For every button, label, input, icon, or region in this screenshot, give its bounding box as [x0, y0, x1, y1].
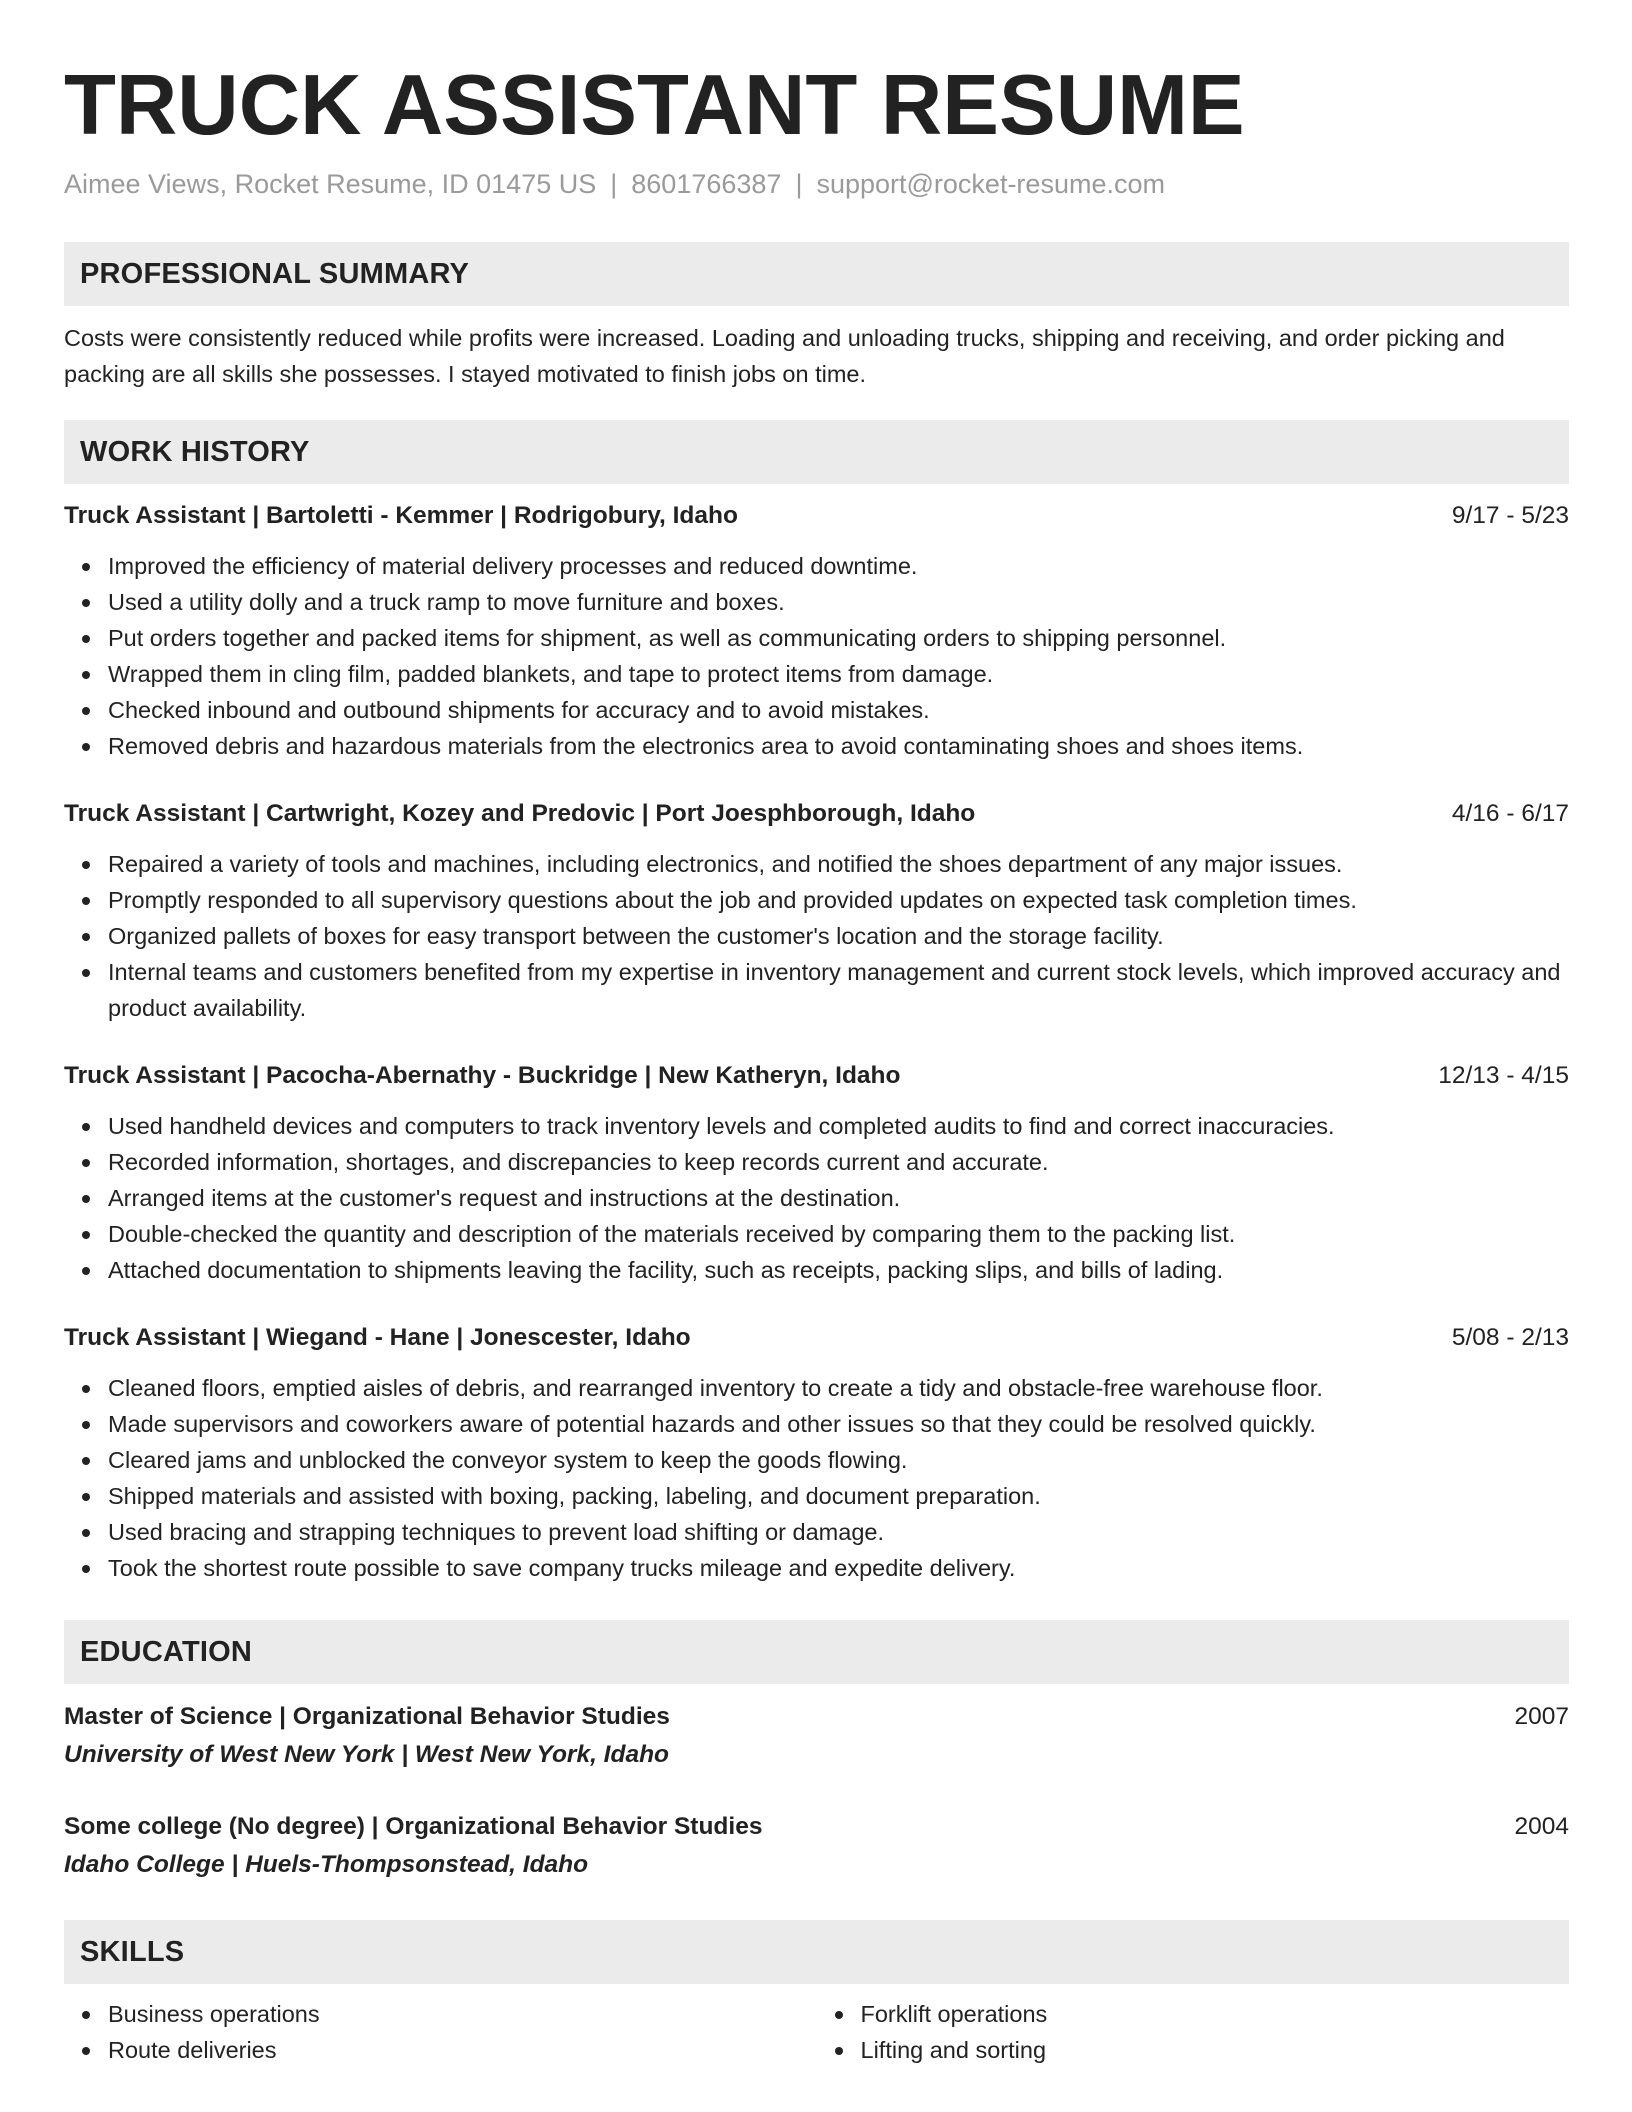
job-dates: 5/08 - 2/13: [1451, 1324, 1569, 1351]
section-heading-work-history: WORK HISTORY: [64, 420, 1569, 484]
skill-item: Forklift operations: [861, 1996, 1570, 2032]
skills-grid: [64, 1996, 1569, 2068]
job-bullet: Arranged items at the customer's request and instructions at the destination.: [108, 1180, 1569, 1216]
job-entry: [64, 498, 1569, 764]
education-degree: Master of Science | Organizational Behavior Studies: [64, 1703, 670, 1730]
skills-column-left: [64, 1996, 817, 2068]
job-title: Truck Assistant | Cartwright, Kozey and Predovic | Port Joesphborough, Idaho: [64, 800, 976, 827]
summary-text: Costs were consistently reduced while profits were increased. Loading and unloading trucks, shipping and receiving, and order picking and packing are all skills she possesses. I stayed motivated to finish jobs on time.: [64, 325, 1505, 387]
section-heading-summary: PROFESSIONAL SUMMARY: [64, 242, 1569, 306]
job-bullet: Made supervisors and coworkers aware of potential hazards and other issues so that they could be resolved quickly.: [108, 1406, 1569, 1442]
job-bullet: Internal teams and customers benefited from my expertise in inventory management and current stock levels, which improved accuracy and product availability.: [108, 954, 1569, 1026]
job-bullet: Cleared jams and unblocked the conveyor system to keep the goods flowing.: [108, 1442, 1569, 1478]
section-heading-skills: SKILLS: [64, 1920, 1569, 1984]
education-header: [64, 1808, 1569, 1846]
job-bullet-list: [64, 1108, 1569, 1288]
job-dates: 9/17 - 5/23: [1451, 502, 1569, 529]
job-bullet: Removed debris and hazardous materials from the electronics area to avoid contaminating shoes and shoes items.: [108, 728, 1569, 764]
skill-item: Route deliveries: [108, 2032, 817, 2068]
job-title: Truck Assistant | Pacocha-Abernathy - Buckridge | New Katheryn, Idaho: [64, 1062, 901, 1089]
section-heading-education: EDUCATION: [64, 1620, 1569, 1684]
job-title: Truck Assistant | Wiegand - Hane | Jonescester, Idaho: [64, 1324, 691, 1351]
job-bullet: Attached documentation to shipments leaving the facility, such as receipts, packing slips, and bills of lading.: [108, 1252, 1569, 1288]
education-header: [64, 1698, 1569, 1736]
contact-line: [64, 166, 1569, 202]
job-dates: 12/13 - 4/15: [1438, 1062, 1569, 1089]
job-entry: [64, 796, 1569, 1026]
job-header: [64, 796, 1569, 832]
contact-address: Aimee Views, Rocket Resume, ID 01475 US: [64, 169, 597, 199]
job-bullet: Checked inbound and outbound shipments for accuracy and to avoid mistakes.: [108, 692, 1569, 728]
job-bullet: Organized pallets of boxes for easy transport between the customer's location and the storage facility.: [108, 918, 1569, 954]
job-bullet: Used bracing and strapping techniques to prevent load shifting or damage.: [108, 1514, 1569, 1550]
contact-phone: 8601766387: [631, 169, 782, 199]
job-bullet: Took the shortest route possible to save company trucks mileage and expedite delivery.: [108, 1550, 1569, 1586]
job-bullet-list: [64, 1370, 1569, 1586]
skill-item: Business operations: [108, 1996, 817, 2032]
job-header: [64, 498, 1569, 534]
job-bullet-list: [64, 846, 1569, 1026]
job-bullet: Used handheld devices and computers to track inventory levels and completed audits to find and correct inaccuracies.: [108, 1108, 1569, 1144]
job-bullet: Recorded information, shortages, and discrepancies to keep records current and accurate.: [108, 1144, 1569, 1180]
skills-column-right: [817, 1996, 1570, 2068]
contact-separator: |: [610, 169, 618, 199]
education-degree: Some college (No degree) | Organizational Behavior Studies: [64, 1813, 763, 1840]
job-entry: [64, 1058, 1569, 1288]
education-entry: [64, 1808, 1569, 1884]
job-bullet: Used a utility dolly and a truck ramp to move furniture and boxes.: [108, 584, 1569, 620]
job-header: [64, 1320, 1569, 1356]
job-bullet: Shipped materials and assisted with boxing, packing, labeling, and document preparation.: [108, 1478, 1569, 1514]
education-year: 2007: [1514, 1703, 1569, 1730]
job-bullet-list: [64, 548, 1569, 764]
skill-item: Lifting and sorting: [861, 2032, 1570, 2068]
resume-title: TRUCK ASSISTANT RESUME: [64, 58, 1245, 153]
job-bullet: Promptly responded to all supervisory questions about the job and provided updates on expected task completion times.: [108, 882, 1569, 918]
contact-separator: |: [795, 169, 803, 199]
job-bullet: Put orders together and packed items for shipment, as well as communicating orders to shipping personnel.: [108, 620, 1569, 656]
job-bullet: Improved the efficiency of material delivery processes and reduced downtime.: [108, 548, 1569, 584]
job-header: [64, 1058, 1569, 1094]
job-bullet: Cleaned floors, emptied aisles of debris, and rearranged inventory to create a tidy and obstacle-free warehouse floor.: [108, 1370, 1569, 1406]
education-year: 2004: [1514, 1813, 1569, 1840]
contact-email: support@rocket-resume.com: [816, 169, 1165, 199]
job-bullet: Repaired a variety of tools and machines, including electronics, and notified the shoes department of any major issues.: [108, 846, 1569, 882]
education-school: University of West New York | West New York, Idaho: [64, 1741, 670, 1768]
education-school: Idaho College | Huels-Thompsonstead, Idaho: [64, 1851, 589, 1878]
job-bullet: Wrapped them in cling film, padded blankets, and tape to protect items from damage.: [108, 656, 1569, 692]
job-entry: [64, 1320, 1569, 1586]
education-entry: [64, 1698, 1569, 1774]
job-dates: 4/16 - 6/17: [1451, 800, 1569, 827]
job-bullet: Double-checked the quantity and description of the materials received by comparing them to the packing list.: [108, 1216, 1569, 1252]
job-title: Truck Assistant | Bartoletti - Kemmer | Rodrigobury, Idaho: [64, 502, 738, 529]
